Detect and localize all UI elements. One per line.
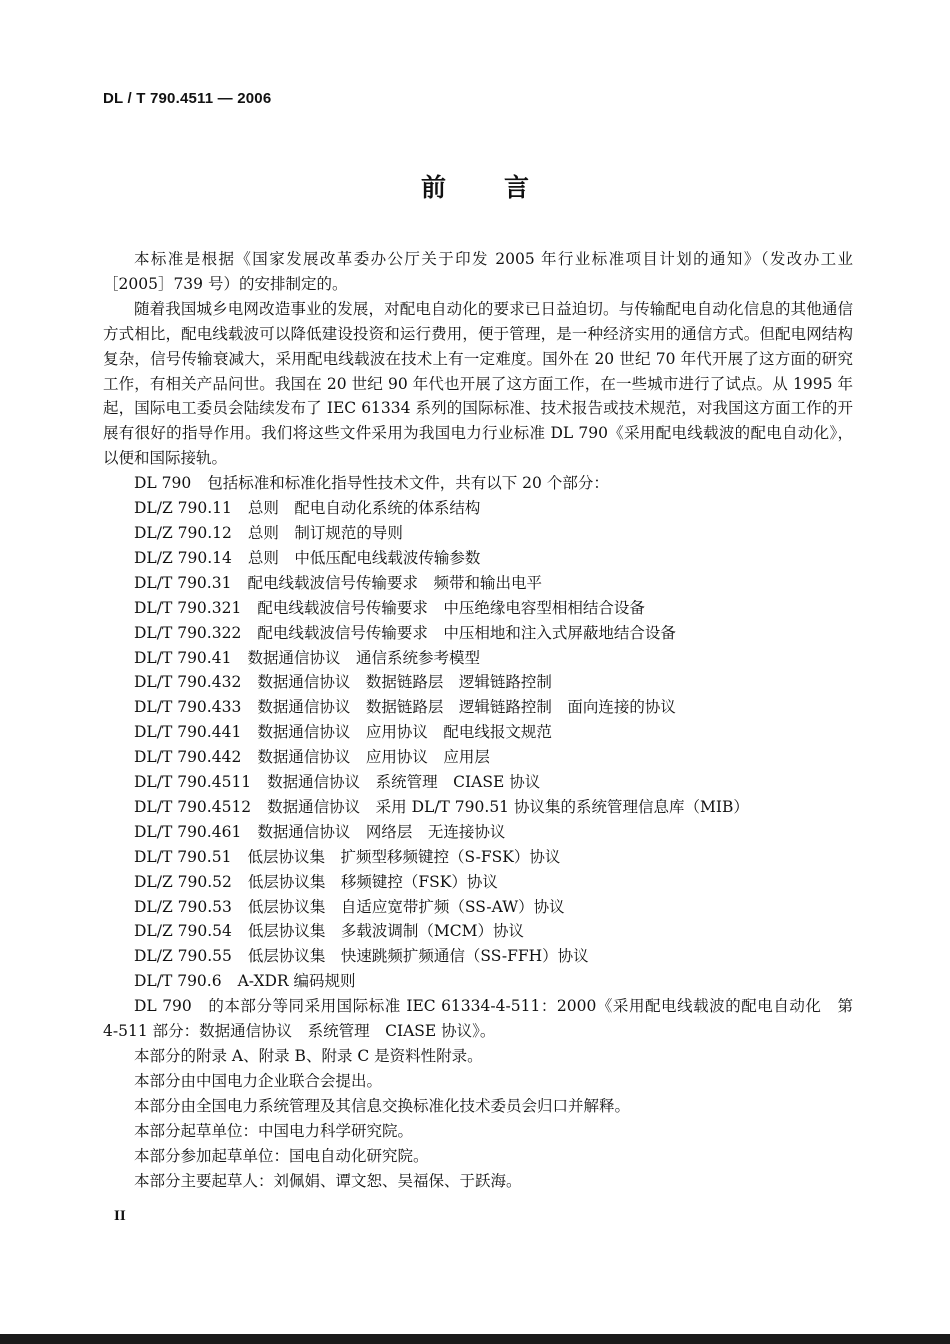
part-desc: 低层协议集 自适应宽带扩频（SS-AW）协议 bbox=[247, 897, 565, 916]
part-desc: 数据通信协议 数据链路层 逻辑链路控制 bbox=[257, 673, 552, 692]
part-item bbox=[103, 571, 853, 596]
closing-annex: 本部分的附录 A、附录 B、附录 C 是资料性附录。 bbox=[134, 1047, 483, 1065]
part-desc: 数据通信协议 采用 DL/T 790.51 协议集的系统管理信息库（MIB） bbox=[267, 797, 749, 816]
part-code: DL/Z 790.52 bbox=[134, 872, 232, 891]
part-item bbox=[103, 845, 853, 870]
part-code: DL/T 790.4511 bbox=[134, 773, 252, 792]
part-desc: 总则 制订规范的导则 bbox=[247, 523, 403, 542]
part-item bbox=[103, 745, 853, 770]
part-item bbox=[103, 670, 853, 695]
part-desc: 低层协议集 多载波调制（MCM）协议 bbox=[247, 922, 524, 941]
part-item bbox=[103, 596, 853, 621]
part-item bbox=[103, 621, 853, 646]
part-desc: 低层协议集 移频键控（FSK）协议 bbox=[247, 872, 498, 891]
part-item bbox=[103, 521, 853, 546]
part-desc: 数据通信协议 网络层 无连接协议 bbox=[257, 822, 506, 841]
part-code: DL/Z 790.53 bbox=[134, 897, 232, 916]
part-desc: 低层协议集 快速跳频扩频通信（SS-FFH）协议 bbox=[247, 947, 589, 966]
closing-drafters: 本部分主要起草人：刘佩娟、谭文恕、吴福保、于跃海。 bbox=[134, 1171, 522, 1190]
closing-proposer: 本部分由中国电力企业联合会提出。 bbox=[134, 1071, 383, 1090]
part-item bbox=[103, 969, 853, 994]
part-code: DL/Z 790.12 bbox=[134, 523, 232, 542]
part-item bbox=[103, 820, 853, 845]
part-code: DL/Z 790.14 bbox=[134, 548, 232, 567]
part-desc: 数据通信协议 应用协议 配电线报文规范 bbox=[257, 723, 552, 742]
part-item bbox=[103, 546, 853, 571]
part-code: DL/T 790.4512 bbox=[134, 797, 252, 816]
part-desc: 配电线载波信号传输要求 中压相地和注入式屏蔽地结合设备 bbox=[257, 623, 676, 642]
part-desc: 数据通信协议 通信系统参考模型 bbox=[247, 648, 480, 667]
page-number: II bbox=[114, 1208, 126, 1224]
part-desc: 配电线载波信号传输要求 频带和输出电平 bbox=[247, 573, 542, 592]
part-desc: 总则 配电自动化系统的体系结构 bbox=[247, 499, 481, 518]
paragraph-basis: 本标准是根据《国家发展改革委办公厅关于印发 2005 年行业标准项目计划的通知》（发改办工业［2005］739 号）的安排制定的。 bbox=[103, 250, 853, 293]
part-code: DL/T 790.442 bbox=[134, 748, 242, 767]
part-code: DL/Z 790.54 bbox=[134, 922, 232, 941]
part-desc: 配电线载波信号传输要求 中压绝缘电容型相相结合设备 bbox=[257, 598, 645, 617]
part-desc: 低层协议集 扩频型移频键控（S-FSK）协议 bbox=[247, 847, 561, 866]
page-title: 前言 bbox=[420, 173, 587, 202]
paragraph-adoption: DL 790 的本部分等同采用国际标准 IEC 61334-4-511：2000《采用配电线载波的配电自动化 第 4-511 部分：数据通信协议 系统管理 CIASE 协议》。 bbox=[103, 997, 853, 1041]
part-code: DL/T 790.433 bbox=[134, 698, 242, 717]
part-item bbox=[103, 695, 853, 720]
part-desc: 数据通信协议 系统管理 CIASE 协议 bbox=[267, 773, 541, 792]
part-item bbox=[103, 919, 853, 944]
part-desc: 数据通信协议 应用协议 应用层 bbox=[257, 748, 490, 767]
bottom-divider bbox=[0, 1334, 950, 1344]
closing-drafting-unit: 本部分起草单位：中国电力科学研究院。 bbox=[134, 1121, 414, 1140]
paragraph-background: 随着我国城乡电网改造事业的发展，对配电自动化的要求已日益迫切。与传输配电自动化信息的其他通信方式相比，配电线载波可以降低建设投资和运行费用，便于管理，是一种经济实用的通信方式。但配电网结构复杂，信号传输衰减大，采用配电线载波在技术上有一定难度。国外在 20 世纪 70 年代开展了这方面的研究工作，有相关产品问世。我国在 20 世纪 90 年代也开展了这方面工作，在一些城市进行了试点。从 1995 年起，国际电工委员会陆续发布了 IEC 61334 系列的国际标准、技术报告或技术规范，对我国这方面工作的开展有很好的指导作用。我们将这些文件采用为我国电力行业标准 DL 790《采用配电线载波的配电自动化》，以便和国际接轨。 bbox=[103, 299, 853, 468]
part-item bbox=[103, 646, 853, 671]
part-code: DL/T 790.41 bbox=[134, 648, 232, 667]
part-code: DL/T 790.322 bbox=[134, 623, 242, 642]
parts-intro bbox=[103, 471, 853, 496]
part-desc: 总则 中低压配电线载波传输参数 bbox=[247, 548, 481, 567]
part-code: DL/T 790.321 bbox=[134, 598, 242, 617]
parts-list bbox=[103, 496, 853, 994]
parts-intro-text: 包括标准和标准化指导性技术文件，共有以下 20 个部分： bbox=[207, 474, 609, 493]
closing-participating-unit: 本部分参加起草单位：国电自动化研究院。 bbox=[134, 1146, 429, 1165]
part-code: DL/T 790.6 bbox=[134, 972, 222, 991]
standard-code-header bbox=[103, 90, 271, 107]
part-desc: A-XDR 编码规则 bbox=[237, 972, 356, 991]
part-item bbox=[103, 795, 853, 820]
part-code: DL/T 790.31 bbox=[134, 573, 232, 592]
part-item bbox=[103, 770, 853, 795]
part-item bbox=[103, 720, 853, 745]
standard-code: DL / T 790.4511 — 2006 bbox=[103, 90, 272, 107]
part-code: DL/T 790.432 bbox=[134, 673, 242, 692]
parts-intro-code: DL 790 bbox=[134, 474, 192, 493]
part-item bbox=[103, 870, 853, 895]
part-code: DL/Z 790.55 bbox=[134, 947, 232, 966]
part-code: DL/Z 790.11 bbox=[134, 499, 232, 518]
part-item bbox=[103, 895, 853, 920]
part-item bbox=[103, 944, 853, 969]
part-code: DL/T 790.441 bbox=[134, 723, 242, 742]
part-item bbox=[103, 496, 853, 521]
part-desc: 数据通信协议 数据链路层 逻辑链路控制 面向连接的协议 bbox=[257, 698, 676, 717]
foreword-body bbox=[103, 247, 853, 1193]
closing-committee: 本部分由全国电力系统管理及其信息交换标准化技术委员会归口并解释。 bbox=[134, 1096, 631, 1115]
part-code: DL/T 790.51 bbox=[134, 847, 232, 866]
part-code: DL/T 790.461 bbox=[134, 822, 242, 841]
